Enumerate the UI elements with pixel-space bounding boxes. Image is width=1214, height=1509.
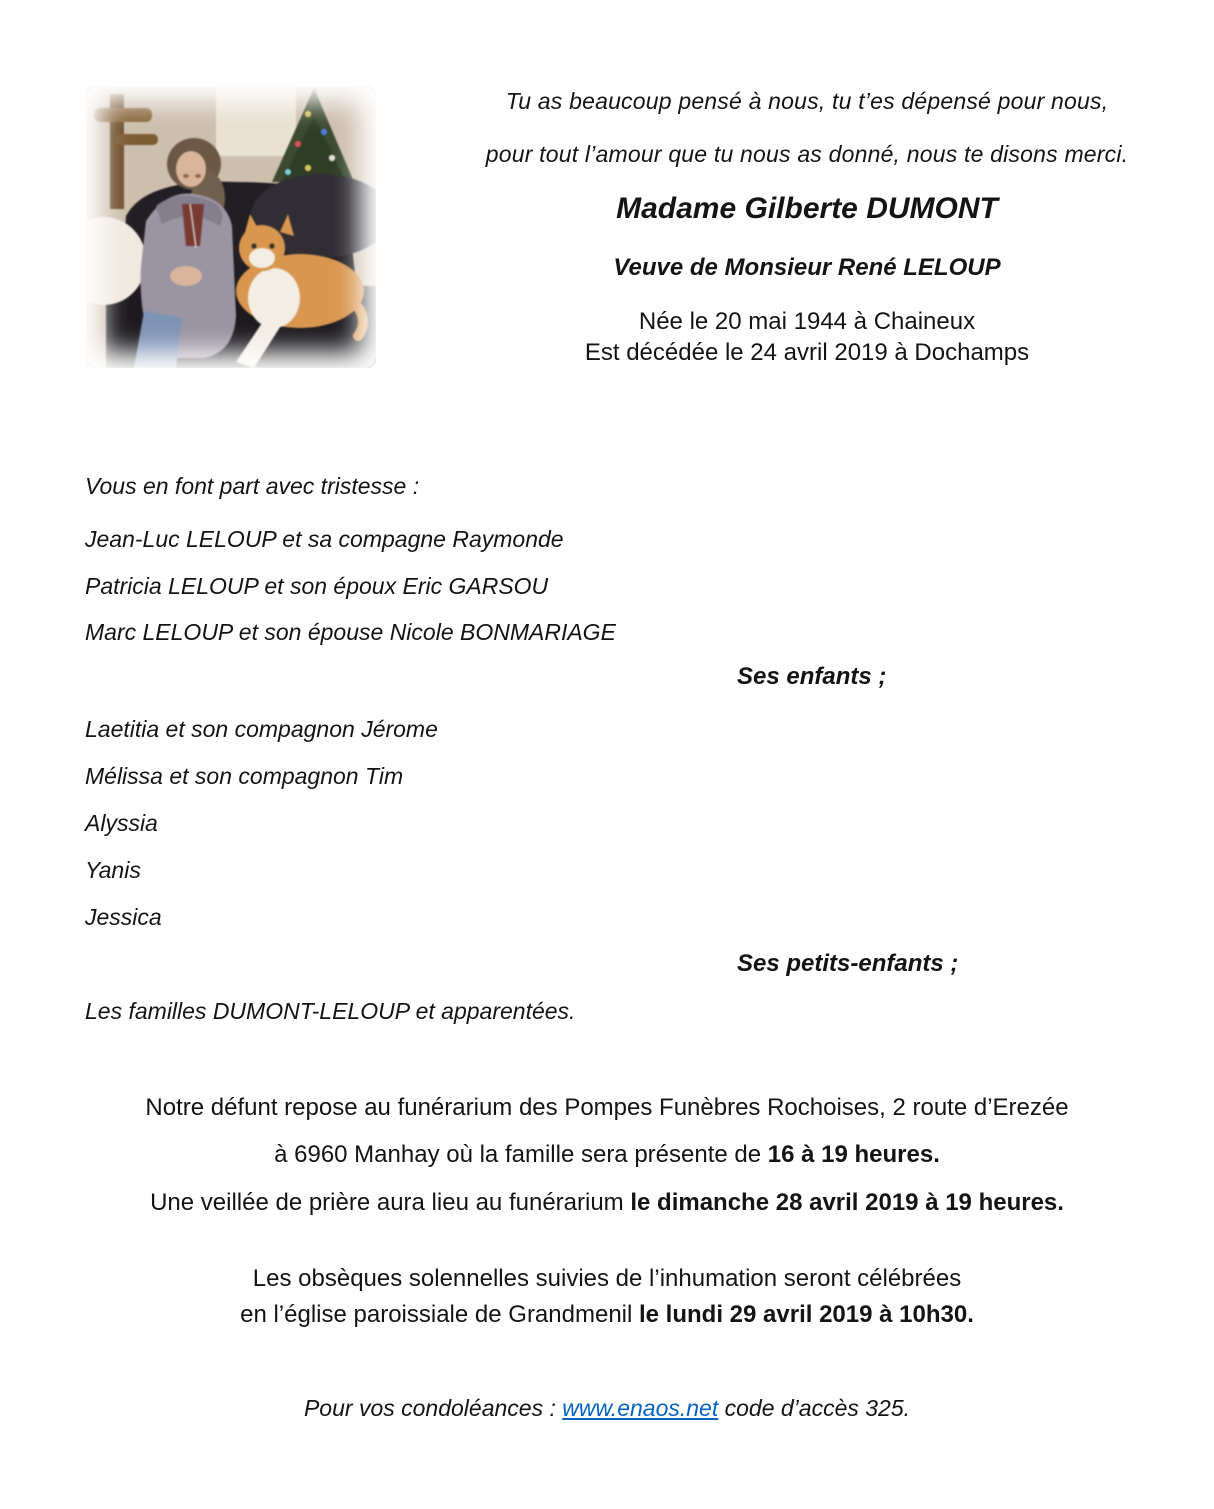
deceased-photo	[86, 86, 376, 368]
grandchild-5: Jessica	[85, 904, 162, 930]
grandchild-1: Laetitia et son compagnon Jérome	[85, 716, 438, 742]
service-line-1: Les obsèques solennelles suivies de l’inhumation seront célébrées	[252, 1265, 962, 1292]
service-line-2-bold: le lundi 29 avril 2019 à 10h30.	[639, 1301, 974, 1328]
grandchild-4: Yanis	[85, 857, 141, 883]
grandchild-2: Mélissa et son compagnon Tim	[85, 763, 404, 789]
deceased-birth-line: Née le 20 mai 1944 à Chaineux	[638, 308, 976, 335]
deceased-death-line: Est décédée le 24 avril 2019 à Dochamps	[584, 339, 1030, 366]
family-child-3: Marc LELOUP et son épouse Nicole BONMARIAGE	[85, 619, 616, 645]
deceased-widow-line: Veuve de Monsieur René LELOUP	[613, 254, 1001, 281]
children-label: Ses enfants ;	[737, 663, 887, 690]
quote-line-2: pour tout l’amour que tu nous as donné, nous te disons merci.	[485, 141, 1129, 167]
family-child-2: Patricia LELOUP et son époux Eric GARSOU	[85, 573, 549, 599]
photo-illustration	[86, 86, 376, 368]
deceased-name: Madame Gilberte DUMONT	[616, 192, 998, 225]
condolences-suffix: code d’accès 325.	[718, 1395, 911, 1421]
condolences-link[interactable]: www.enaos.net	[562, 1395, 719, 1421]
condolences-line	[0, 1395, 1214, 1422]
service-line-2-normal: en l’église paroissiale de Grandmenil	[240, 1301, 639, 1328]
vigil-bold: le dimanche 28 avril 2019 à 19 heures.	[630, 1189, 1064, 1216]
photo-window-light	[216, 86, 296, 156]
condolences-prefix: Pour vos condoléances :	[303, 1395, 563, 1421]
repose-line-1: Notre défunt repose au funérarium des Pompes Funèbres Rochoises, 2 route d’Erezée	[145, 1094, 1069, 1121]
vigil-line	[0, 1189, 1214, 1217]
family-child-1: Jean-Luc LELOUP et sa compagne Raymonde	[85, 526, 564, 552]
repose-line-2	[0, 1141, 1214, 1169]
service-line-2	[0, 1301, 1214, 1329]
grandchildren-label: Ses petits-enfants ;	[737, 950, 959, 977]
repose-line-2-bold: 16 à 19 heures.	[767, 1141, 940, 1168]
repose-line-2-normal: à 6960 Manhay où la famille sera présente de	[274, 1141, 768, 1168]
vigil-normal: Une veillée de prière aura lieu au funérarium	[150, 1189, 631, 1216]
grandchild-3: Alyssia	[85, 810, 158, 836]
quote-line-1: Tu as beaucoup pensé à nous, tu t’es dépensé pour nous,	[505, 88, 1109, 114]
families-line: Les familles DUMONT-LELOUP et apparentées.	[85, 998, 576, 1024]
family-intro: Vous en font part avec tristesse :	[85, 473, 420, 499]
